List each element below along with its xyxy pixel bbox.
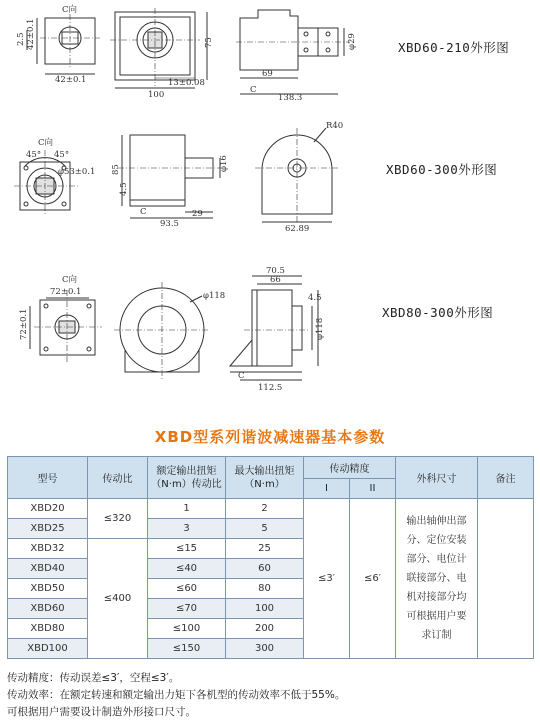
dim-r3-3: φ118 <box>203 291 226 301</box>
dim-r1-8: 69 <box>262 69 273 79</box>
cell-precision-ii: ≤6′ <box>350 499 396 659</box>
dim-r2-3: φ53±0.1 <box>58 167 96 177</box>
note-custom: 可根据用户需要设计制造外形接口尺寸。 <box>7 706 196 718</box>
dim-r2-1: 45° <box>26 150 42 160</box>
dims-line: 部分、电位计 <box>406 554 467 565</box>
front-view-body-2 <box>130 135 185 200</box>
dim-r2-11: R40 <box>326 121 344 131</box>
model-label-xbd80-300: XBD80-300外形图 <box>382 305 494 320</box>
dim-r1-3: 42±0.1 <box>55 75 87 85</box>
cell-rated: ≤60 <box>148 579 226 599</box>
cell-rated: 1 <box>148 499 226 519</box>
cell-rated: ≤15 <box>148 539 226 559</box>
header-precision-i: I <box>304 479 350 499</box>
dims-line: 输出轴伸出部 <box>406 516 467 527</box>
header-remark: 备注 <box>478 457 534 499</box>
header-rated-torque: 额定输出扭矩 （N·m）传动比 <box>148 457 226 499</box>
dim-r3-5: 66 <box>270 275 281 285</box>
cell-model: XBD80 <box>8 619 88 639</box>
cell-max: 5 <box>226 519 304 539</box>
header-precision: 传动精度 <box>304 457 396 479</box>
dim-r1-10: 138.3 <box>278 93 303 103</box>
dim-r3-1: 72±0.1 <box>50 287 82 297</box>
model-label-xbd60-210: XBD60-210外形图 <box>398 40 510 55</box>
cell-max: 60 <box>226 559 304 579</box>
cell-max: 100 <box>226 599 304 619</box>
cell-rated: ≤100 <box>148 619 226 639</box>
model-label-xbd60-300: XBD60-300外形图 <box>386 162 498 177</box>
table-title: XBD型系列谐波减速器基本参数 <box>154 428 386 446</box>
cell-ratio-group-1: ≤320 <box>88 499 148 539</box>
dim-r1-9: C <box>250 85 257 95</box>
cell-model: XBD32 <box>8 539 88 559</box>
cell-max: 25 <box>226 539 304 559</box>
table-row <box>8 499 534 519</box>
dim-r2-9: C <box>140 207 147 217</box>
cell-max: 300 <box>226 639 304 659</box>
cell-model: XBD20 <box>8 499 88 519</box>
dims-line: 求订制 <box>421 630 452 641</box>
cell-dims-desc <box>396 499 478 659</box>
side-view-body-3 <box>252 290 292 366</box>
cell-rated: ≤70 <box>148 599 226 619</box>
dim-r1-7: φ29 <box>347 33 357 50</box>
header-max-torque: 最大输出扭矩 （N·m） <box>226 457 304 499</box>
dims-line: 分、定位安装 <box>406 535 467 546</box>
dim-r2-8: 93.5 <box>160 219 179 229</box>
dim-r1-2: 2.5 <box>16 32 26 46</box>
side-view-body <box>240 10 298 70</box>
dim-r3-9: C <box>238 371 245 381</box>
dims-line: 机对接部分均 <box>406 592 467 603</box>
note-precision: 传动精度：传动误差≤3′，空程≤3′。 <box>7 672 180 684</box>
cell-rated: ≤150 <box>148 639 226 659</box>
dim-r3-7: φ118 <box>315 317 325 340</box>
cell-max: 200 <box>226 619 304 639</box>
dim-r1-5: 100 <box>148 90 165 100</box>
dim-r3-6: 4.5 <box>308 293 322 303</box>
dim-r1-1: 42±0.1 <box>26 18 36 50</box>
dim-r3-0: C向 <box>62 275 78 285</box>
note-efficiency: 传动效率：在额定转速和额定输出力矩下各机型的传动效率不低于55%。 <box>7 689 346 701</box>
cell-rated: ≤40 <box>148 559 226 579</box>
notes <box>7 670 345 721</box>
dim-r1-4: 13±0.08 <box>168 78 205 88</box>
dim-r2-4: φ16 <box>219 155 229 172</box>
dim-r2-5: 85 <box>111 164 121 175</box>
dim-r2-0: C向 <box>38 138 54 148</box>
dims-line: 联接部分、电 <box>406 573 467 584</box>
dim-r2-2: 45° <box>54 150 70 160</box>
parameters-table <box>7 456 534 659</box>
dim-r2-7: 29 <box>192 209 203 219</box>
cell-model: XBD100 <box>8 639 88 659</box>
cell-remark <box>478 499 534 659</box>
header-precision-ii: II <box>350 479 396 499</box>
cell-model: XBD50 <box>8 579 88 599</box>
cell-model: XBD60 <box>8 599 88 619</box>
dim-r2-10: 62.89 <box>285 224 310 234</box>
cell-model: XBD25 <box>8 519 88 539</box>
dims-line: 可根据用户要 <box>406 611 467 622</box>
cell-ratio-group-2: ≤400 <box>88 539 148 659</box>
header-dims: 外科尺寸 <box>396 457 478 499</box>
dim-r1-6: 75 <box>204 37 214 48</box>
cell-rated: 3 <box>148 519 226 539</box>
dim-r3-4: 70.5 <box>266 266 285 276</box>
header-model: 型号 <box>8 457 88 499</box>
cell-max: 80 <box>226 579 304 599</box>
cell-precision-i: ≤3′ <box>304 499 350 659</box>
header-ratio: 传动比 <box>88 457 148 499</box>
cell-max: 2 <box>226 499 304 519</box>
dim-r2-6: 4.5 <box>119 182 129 196</box>
dim-r3-2: 72±0.1 <box>19 308 29 340</box>
cell-model: XBD40 <box>8 559 88 579</box>
dim-r3-8: 112.5 <box>258 383 283 393</box>
dim-r1-0: C向 <box>62 5 78 15</box>
